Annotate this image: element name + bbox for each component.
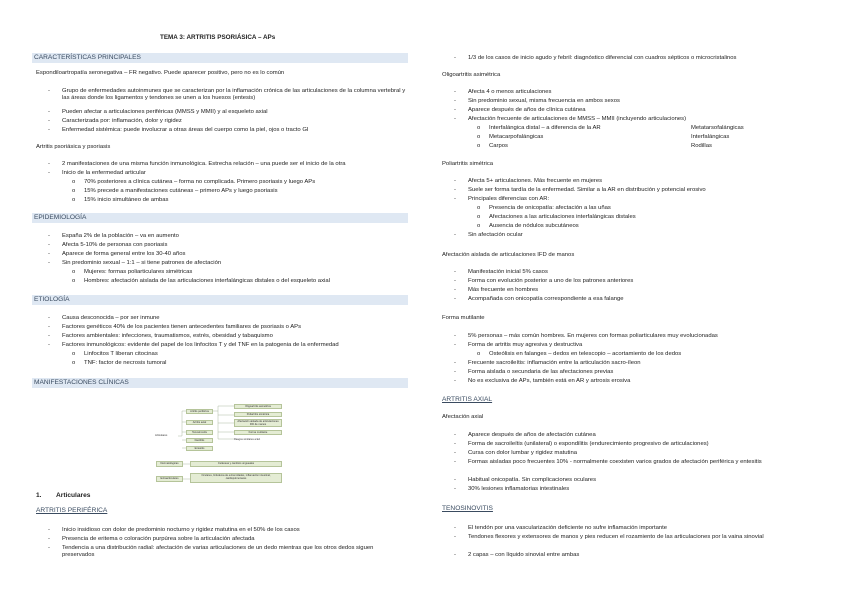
list-item	[48, 118, 182, 125]
list-item-text: Tendencia a una distribución radial: afectación de varias articulaciones de un dedo mientras que los otros dedos siguen preservados	[62, 545, 374, 558]
list-item-text: Tendones flexores y extensores de manos y pies reducen el rozamiento de las articulaciones por la vaina sinovial	[468, 534, 764, 540]
list-item-text: Factores inmunológicos: evidente del papel de los linfocitos T y del TNF en la patogenia de la enfermedad	[62, 342, 339, 348]
bullet-circle-icon: o	[477, 223, 481, 229]
list-item-text: Hombres: afectación aislada de las articulaciones interfalángicas distales o del esqueleto axial	[84, 278, 330, 284]
list-item-text: Afecta 5+ articulaciones. Más frecuente en mujeres	[468, 178, 603, 184]
page-title: TEMA 3: ARTRITIS PSORIÁSICA – APs	[160, 34, 276, 41]
sub-list-item	[477, 143, 508, 150]
bullet-circle-icon: o	[477, 205, 481, 211]
section-heading-etiologia: ETIOLOGÍA	[32, 295, 408, 305]
list-item	[48, 333, 273, 340]
bullet-dash-icon: -	[454, 486, 456, 492]
list-item-text: 2 capas – con líquido sinovial entre ambas	[468, 552, 580, 558]
list-item-text: Frecuente sacroileítis: inflamación entre la articulación sacro-íleon	[468, 360, 641, 366]
list-item-text: Aparece después de años de clínica cutánea	[468, 107, 586, 113]
diagram-node: Artritis axial	[186, 420, 213, 425]
list-item	[48, 109, 268, 116]
list-item-text: Afecta 5-10% de personas con psoriasis	[62, 242, 168, 248]
list-item-text: Factores ambientales: infecciones, traumatismos, estrés, obesidad y tabaquismo	[62, 333, 273, 339]
bullet-circle-icon: o	[477, 143, 481, 149]
bullet-dash-icon: -	[454, 287, 456, 293]
paragraph-intro: Espondiloartropatía seronegativa – FR negativo. Puede aparecer positivo, pero no es lo común	[36, 70, 285, 76]
list-item-text: 1/3 de los casos de inicio agudo y febril: diagnóstico diferencial con cuadros sépticos o microcristalinos	[468, 55, 737, 61]
sub-list-item	[477, 351, 682, 358]
bullet-circle-icon: o	[477, 125, 481, 131]
bullet-dash-icon: -	[454, 107, 456, 113]
list-item	[454, 178, 603, 185]
list-item-text: Manifestación inicial 5% casos	[468, 269, 548, 275]
bullet-dash-icon: -	[454, 89, 456, 95]
sub-list-item	[477, 223, 579, 230]
bullet-dash-icon: -	[48, 161, 50, 167]
list-item-text: Acompañada con onicopatía correspondiente a esa falange	[468, 296, 624, 302]
list-item	[454, 116, 687, 123]
section-heading-artritis-axial: ARTRITIS AXIAL	[442, 396, 493, 403]
list-item	[454, 278, 634, 285]
list-item	[454, 441, 709, 448]
bullet-circle-icon: o	[477, 214, 481, 220]
list-item-text: Formas aisladas poco frecuentes 10% - normalmente coexisten varios grados de afectación periférica y entesitis	[468, 459, 762, 465]
bullet-dash-icon: -	[454, 55, 456, 61]
list-item-text: Pueden afectar a articulaciones periféricas (MMSS y MMII) y al esqueleto axial	[62, 109, 268, 115]
list-item	[454, 360, 641, 367]
list-item-text: Afectaciones a las articulaciones interfalángicas distales	[489, 214, 636, 220]
list-item	[454, 287, 539, 294]
subheading-poliartritis: Poliartritis simétrica	[442, 161, 494, 167]
list-item	[48, 251, 186, 258]
bullet-dash-icon: -	[454, 525, 456, 531]
list-item	[48, 342, 339, 349]
diagram-node: Afectación aislada de articulaciones IFD de manos	[234, 419, 282, 427]
list-item-text: Causa desconocida – por ser inmune	[62, 315, 160, 321]
subheading-oligoartritis: Oligoartritis asimétrica	[442, 72, 501, 78]
bullet-circle-icon: o	[72, 197, 76, 203]
list-item-text: Mujeres: formas poliarticulares simétricas	[84, 269, 193, 275]
list-item-text: Presencia de onicopatía: afectación a las uñas	[489, 205, 611, 211]
list-item	[454, 333, 718, 340]
diagram-node: Cutáneas y cambios ungueales	[190, 461, 282, 467]
list-item-text: Interfalángicas	[691, 134, 730, 140]
list-item-text: Osteólisis en falanges – dedos en telescopio – acortamiento de los dedos	[489, 351, 682, 357]
list-item-text: Forma aislada o secundaria de las afectaciones previas	[468, 369, 614, 375]
list-item-text: Forma de artritis muy agresiva y destructiva	[468, 342, 583, 348]
sub-list-item	[72, 188, 278, 195]
section-heading-tenosinovitis: TENOSINOVITIS	[442, 505, 493, 512]
bullet-dash-icon: -	[48, 333, 50, 339]
list-item	[454, 432, 596, 439]
list-item-text: Presencia de eritema o coloración purpúrea sobre la articulación afectada	[62, 536, 255, 542]
numbered-heading-articulares: Articulares	[56, 492, 91, 499]
list-item	[454, 525, 668, 532]
list-item	[454, 369, 614, 376]
diagram-node: Oligoartritis asimétrica	[234, 404, 282, 409]
bullet-dash-icon: -	[48, 324, 50, 330]
list-item-text: TNF: factor de necrosis tumoral	[84, 360, 167, 366]
subheading-afectacion-axial: Afectación axial	[442, 414, 484, 420]
list-item-text: Más frecuente en hombres	[468, 287, 539, 293]
list-item	[454, 98, 620, 105]
diagram-root: Articulares	[155, 434, 168, 437]
bullet-dash-icon: -	[48, 233, 50, 239]
sub-list-item	[477, 214, 636, 221]
sub-list-item	[72, 360, 167, 367]
diagram-node: Tenosinovitis	[186, 430, 213, 435]
bullet-circle-icon: o	[72, 360, 76, 366]
bullet-dash-icon: -	[454, 98, 456, 104]
list-item-text: Afectación frecuente de articulaciones de MMSS – MMII (incluyendo articulaciones)	[468, 116, 687, 122]
list-item-text: 5% personas – más común hombres. En mujeres con formas poliarticulares muy evolucionadas	[468, 333, 718, 339]
list-item-text: Sin predominio sexual, misma frecuencia en ambos sexos	[468, 98, 620, 104]
list-item-text: Forma con evolución posterior a uno de los patrones anteriores	[468, 278, 634, 284]
list-item-text: Principales diferencias con AR:	[468, 196, 550, 202]
list-item-text: Sin predominio sexual – 1:1 – si tiene patrones de afectación	[62, 260, 222, 266]
list-item	[48, 127, 309, 134]
list-item	[48, 324, 302, 331]
list-item	[454, 55, 737, 62]
bullet-dash-icon: -	[454, 441, 456, 447]
list-item-text: 2 manifestaciones de una misma función inmunológica. Estrecha relación – una puede ser el inicio de la otra	[62, 161, 346, 167]
list-item-text: Factores genéticos 40% de los pacientes tienen antecedentes familiares de psoriasis o APs	[62, 324, 302, 330]
list-item-text: 70% posteriores a clínica cutánea – forma no complicada. Primero psoriasis y luego APs	[84, 179, 316, 185]
list-item-text: Suele ser forma tardía de la enfermedad. Similar a la AR en distribución y potencial erosivo	[468, 187, 706, 193]
list-item	[454, 552, 580, 559]
list-item-text: Habitual onicopatía. Sin complicaciones oculares	[468, 477, 597, 483]
bullet-dash-icon: -	[454, 178, 456, 184]
bullet-dash-icon: -	[48, 536, 50, 542]
numbered-heading-number: 1.	[36, 492, 42, 499]
sub-list-item	[477, 134, 544, 141]
list-item	[454, 450, 578, 457]
list-item	[48, 527, 300, 534]
list-item-text: 15% precede a manifestaciones cutáneas – primero APs y luego psoriasis	[84, 188, 278, 194]
list-item	[454, 296, 624, 303]
list-item	[48, 170, 146, 177]
bullet-circle-icon: o	[72, 269, 76, 275]
bullet-dash-icon: -	[48, 527, 50, 533]
list-item-text: El tendón por una vascularización deficiente no sufre inflamación importante	[468, 525, 668, 531]
list-item	[454, 89, 552, 96]
section-heading-artritis-periferica: ARTRITIS PERIFÉRICA	[36, 507, 108, 514]
section-heading-manifestaciones: MANIFESTACIONES CLÍNICAS	[32, 378, 408, 388]
sub-list-item	[72, 179, 316, 186]
bullet-dash-icon: -	[454, 378, 456, 384]
bullet-dash-icon: -	[454, 450, 456, 456]
bullet-dash-icon: -	[48, 88, 50, 94]
subheading-psoriasis: Artritis psoriásica y psoriasis	[36, 144, 111, 150]
bullet-dash-icon: -	[48, 342, 50, 348]
list-item-text: Sin afectación ocular	[468, 232, 523, 238]
diagram-node: Artritis periférica	[186, 409, 213, 414]
bullet-dash-icon: -	[454, 296, 456, 302]
list-item-text: Aparece de forma general entre los 30-40 años	[62, 251, 186, 257]
list-item	[454, 459, 813, 466]
list-item	[454, 378, 631, 385]
bullet-dash-icon: -	[454, 116, 456, 122]
diagram-node: Poliartritis simétrica	[234, 412, 282, 417]
diagram-node: Extraarticulares	[156, 476, 183, 482]
list-item	[48, 315, 160, 322]
list-item	[454, 269, 548, 276]
bullet-dash-icon: -	[454, 333, 456, 339]
bullet-dash-icon: -	[454, 196, 456, 202]
diagram-node: Entesitis	[186, 446, 213, 451]
sub-list-item	[477, 125, 601, 132]
bullet-circle-icon: o	[477, 134, 481, 140]
bullet-dash-icon: -	[48, 260, 50, 266]
list-item-text: Caracterizada por: inflamación, dolor y rigidez	[62, 118, 182, 124]
bullet-dash-icon: -	[454, 552, 456, 558]
bullet-dash-icon: -	[454, 278, 456, 284]
bullet-dash-icon: -	[48, 109, 50, 115]
list-item-text: 30% lesiones inflamatorias intestinales	[468, 486, 570, 492]
bullet-dash-icon: -	[48, 242, 50, 248]
list-item-text: Grupo de enfermedades autoinmunes que se caracterizan por la inflamación crónica de las articulaciones de la columna vertebral y las áreas donde los ligamentos y tendones se unen a los huesos (entesis)	[62, 88, 406, 101]
bullet-dash-icon: -	[48, 170, 50, 176]
sub-list-item	[72, 269, 193, 276]
bullet-dash-icon: -	[48, 315, 50, 321]
diagram-note: Rasgos similares a EA	[234, 438, 261, 441]
list-item-text: Afecta 4 o menos articulaciones	[468, 89, 552, 95]
bullet-dash-icon: -	[454, 432, 456, 438]
bullet-dash-icon: -	[454, 232, 456, 238]
list-item-text: Enfermedad sistémica: puede involucrar a otras áreas del cuerpo como la piel, ojos o tracto GI	[62, 127, 309, 133]
diagram-node: Oculares, linfedema de extremidades, inflamación intestinal, cardiopulmonares	[190, 473, 282, 483]
list-item-text: Metacarpofalángicas	[489, 134, 544, 140]
bullet-dash-icon: -	[454, 342, 456, 348]
list-item-text: Interfalángica distal – a diferencia de la AR	[489, 125, 601, 131]
bullet-dash-icon: -	[454, 369, 456, 375]
diagram-node: Dermatológicas	[156, 461, 183, 467]
bullet-dash-icon: -	[454, 534, 456, 540]
list-item-text: Aparece después de años de afectación cutánea	[468, 432, 596, 438]
list-item	[454, 196, 550, 203]
diagram-node: Forma mutilante	[234, 430, 282, 435]
list-item	[48, 260, 222, 267]
list-item-text: Ausencia de nódulos subcutáneos	[489, 223, 579, 229]
section-heading-epidemiologia: EPIDEMIOLOGÍA	[32, 213, 408, 223]
list-item	[48, 242, 168, 249]
bullet-dash-icon: -	[454, 477, 456, 483]
subheading-mutilante: Forma mutilante	[442, 315, 485, 321]
sub-list-item	[72, 197, 169, 204]
list-item	[48, 233, 179, 240]
list-item-text: Forma de sacroileítis (unilateral) o espondilitis (endurecimiento progresivo de articulaciones)	[468, 441, 709, 447]
bullet-dash-icon: -	[48, 118, 50, 124]
list-item	[454, 187, 706, 194]
sub-list-item	[72, 278, 330, 285]
list-item-text: Rodillas	[691, 143, 712, 149]
bullet-circle-icon: o	[477, 351, 481, 357]
list-item-text: Inicio de la enfermedad articular	[62, 170, 146, 176]
bullet-circle-icon: o	[72, 188, 76, 194]
list-item-text: Carpos	[489, 143, 508, 149]
list-item-text: Inicio insidioso con dolor de predominio nocturno y rigidez matutina en el 50% de los casos	[62, 527, 300, 533]
diagram-node: Dactilitis	[186, 438, 213, 443]
list-item	[48, 161, 346, 168]
list-item	[454, 232, 523, 239]
list-item	[454, 342, 583, 349]
list-item	[48, 88, 407, 102]
sub-list-item	[477, 205, 611, 212]
bullet-circle-icon: o	[72, 278, 76, 284]
list-item	[48, 545, 407, 559]
bullet-dash-icon: -	[48, 251, 50, 257]
list-item-text: Metatarsofalángicas	[691, 125, 744, 131]
bullet-circle-icon: o	[72, 351, 76, 357]
subheading-ifd: Afectación aislada de articulaciones IFD de manos	[442, 252, 575, 258]
bullet-dash-icon: -	[454, 269, 456, 275]
list-item-text: No es exclusiva de APs, también está en AR y artrosis erosiva	[468, 378, 631, 384]
bullet-dash-icon: -	[48, 545, 50, 551]
list-item-text: Linfocitos T liberan citocinas	[84, 351, 158, 357]
manifestaciones-diagram	[154, 403, 294, 483]
list-item-text: Cursa con dolor lumbar y rigidez matutina	[468, 450, 578, 456]
list-item	[454, 534, 813, 541]
list-item	[454, 477, 597, 484]
sub-list-item	[72, 351, 158, 358]
bullet-dash-icon: -	[454, 360, 456, 366]
list-item	[454, 486, 570, 493]
list-item-text: España 2% de la población – va en aumento	[62, 233, 179, 239]
bullet-circle-icon: o	[72, 179, 76, 185]
list-item	[48, 536, 255, 543]
bullet-dash-icon: -	[454, 459, 456, 465]
list-item-text: 15% inicio simultáneo de ambas	[84, 197, 169, 203]
bullet-dash-icon: -	[454, 187, 456, 193]
list-item	[454, 107, 586, 114]
section-heading-caracteristicas: CARACTERÍSTICAS PRINCIPALES	[32, 53, 408, 63]
bullet-dash-icon: -	[48, 127, 50, 133]
